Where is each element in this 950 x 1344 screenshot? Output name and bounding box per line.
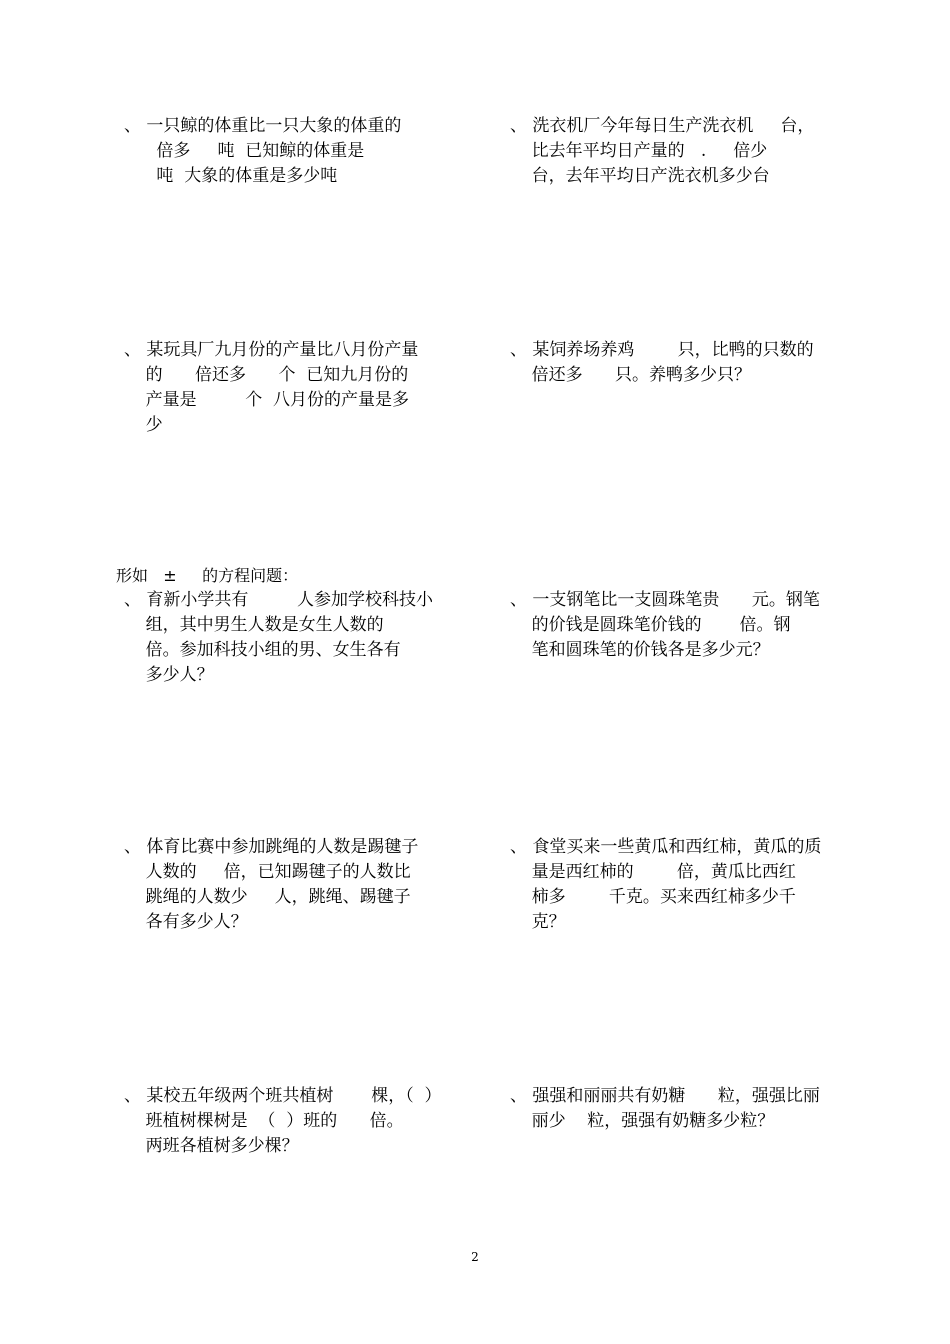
section-title: 形如 ± 的方程问题： bbox=[116, 566, 299, 585]
problem-line: 的 倍还多 个 已知九月份的 bbox=[124, 365, 409, 385]
problem-line: 跳绳的人数少 人，跳绳、踢毽子 bbox=[124, 887, 411, 907]
problem-line: 多少人？ bbox=[124, 665, 214, 685]
problem-line: 柿多 千克。买来西红柿多少千 bbox=[510, 887, 796, 907]
problem-line: 笔和圆珠笔的价钱各是多少元？ bbox=[510, 640, 770, 660]
problem-line: 两班各植树多少棵？ bbox=[124, 1136, 299, 1156]
problem-9 bbox=[124, 1084, 442, 1159]
problem-line: 、 一只鲸的体重比一只大象的体重的 bbox=[124, 116, 402, 136]
problem-line: 吨 大象的体重是多少吨 bbox=[124, 166, 338, 186]
problem-line: 丽少 粒，强强有奶糖多少粒？ bbox=[510, 1111, 775, 1131]
problem-line: 、 强强和丽丽共有奶糖 粒，强强比丽 bbox=[510, 1086, 820, 1106]
problem-line: 少 bbox=[124, 415, 163, 435]
problem-line: 倍多 吨 已知鲸的体重是 bbox=[124, 141, 365, 161]
problem-line: 的价钱是圆珠笔价钱的 倍。钢 bbox=[510, 615, 791, 635]
problem-line: 、 食堂买来一些黄瓜和西红柿，黄瓜的质 bbox=[510, 837, 822, 857]
problem-line: 倍。参加科技小组的男、女生各有 bbox=[124, 640, 401, 660]
problem-2 bbox=[510, 114, 814, 189]
problem-5 bbox=[124, 588, 433, 688]
problem-line: 班植树棵树是 （ ）班的 倍。 bbox=[124, 1111, 404, 1131]
problem-7 bbox=[124, 835, 418, 935]
problem-3 bbox=[124, 338, 418, 438]
problem-line: 台，去年平均日产洗衣机多少台 bbox=[510, 166, 770, 186]
problem-line: 人数的 倍，已知踢毽子的人数比 bbox=[124, 862, 411, 882]
problem-line: 量是西红柿的 倍，黄瓜比西红 bbox=[510, 862, 796, 882]
problem-line: 各有多少人？ bbox=[124, 912, 248, 932]
problem-8 bbox=[510, 835, 821, 935]
problem-line: 组，其中男生人数是女生人数的 bbox=[124, 615, 384, 635]
problem-line: 产量是 个 八月份的产量是多 bbox=[124, 390, 410, 410]
problem-line: 、 育新小学共有 人参加学校科技小 bbox=[124, 590, 434, 610]
problem-10 bbox=[510, 1084, 820, 1134]
problem-line: 、 某玩具厂九月份的产量比八月份产量 bbox=[124, 340, 419, 360]
problem-line: 倍还多 只。养鸭多少只？ bbox=[510, 365, 752, 385]
problem-4 bbox=[510, 338, 814, 388]
page-number: 2 bbox=[471, 1250, 479, 1264]
problem-line: 、 一支钢笔比一支圆珠笔贵 元。钢笔 bbox=[510, 590, 820, 610]
problem-1 bbox=[124, 114, 401, 189]
problem-line: 、 某校五年级两个班共植树 棵，（ ） bbox=[124, 1086, 442, 1106]
problem-line: 、 体育比赛中参加跳绳的人数是踢毽子 bbox=[124, 837, 419, 857]
problem-6 bbox=[510, 588, 820, 663]
problem-line: 比去年平均日产量的 . 倍少 bbox=[510, 141, 768, 161]
problem-line: 、 洗衣机厂今年每日生产洗衣机 台， bbox=[510, 116, 815, 136]
problem-line: 克？ bbox=[510, 912, 566, 932]
problem-line: 、 某饲养场养鸡 只，比鸭的只数的 bbox=[510, 340, 814, 360]
